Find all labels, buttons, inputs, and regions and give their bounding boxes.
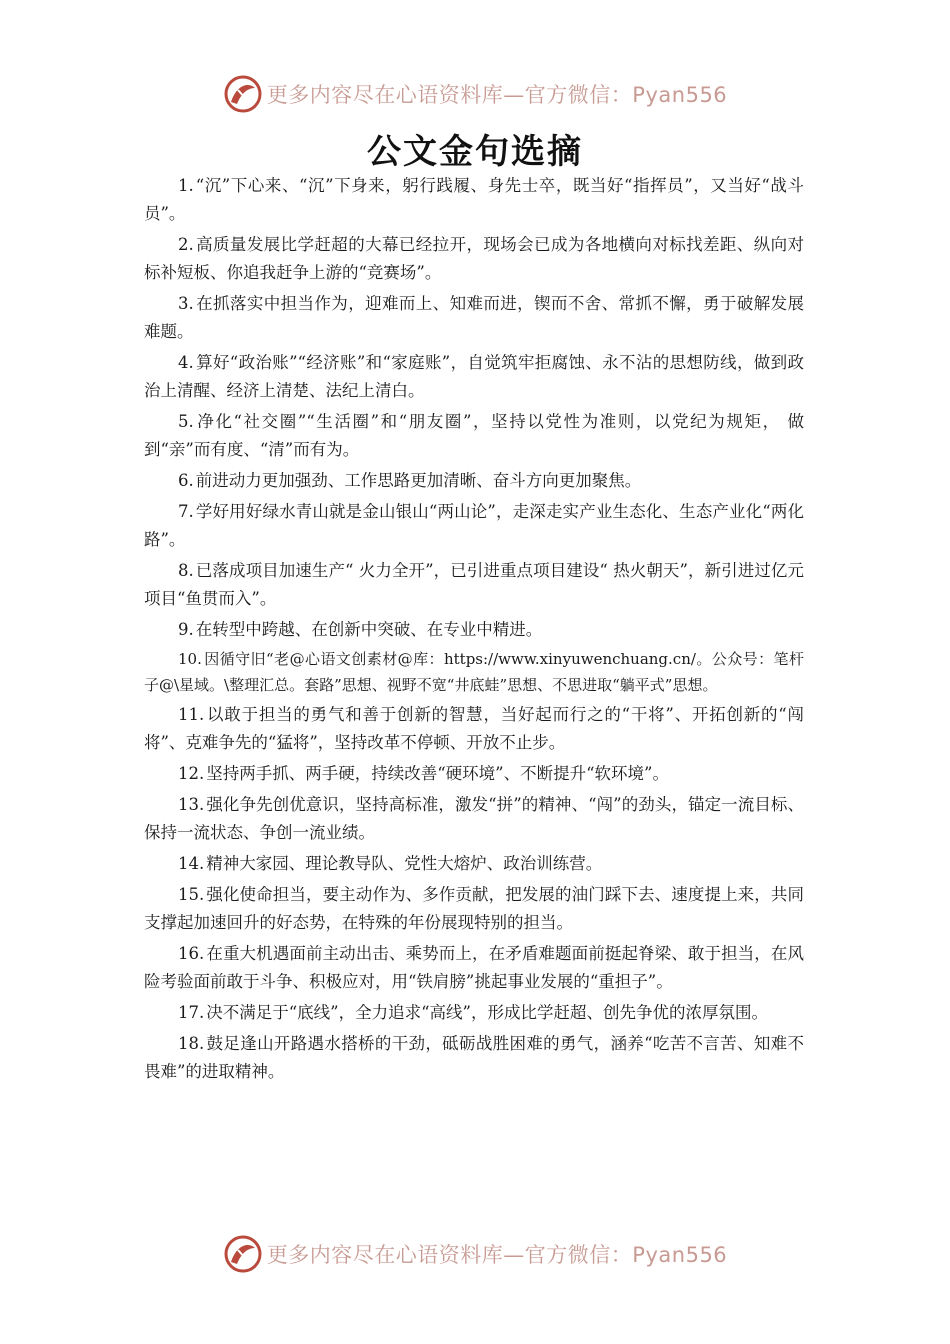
- item-text: 已落成项目加速生产“ 火力全开”，已引进重点项目建设“ 热火朝天”，新引进过亿元项目“鱼贯而入”。: [144, 561, 804, 608]
- list-item: [144, 557, 804, 613]
- list-item: [144, 940, 804, 996]
- item-text: 因循守旧“老@心语文创素材@库：https://www.xinyuwenchuang.cn/。公众号：笔杆子@\星域。\整理汇总。套路”思想、视野不宽“井底蛙”思想、不思进取“躺平式”思想。: [144, 650, 804, 694]
- item-number: 6.: [178, 471, 194, 490]
- quote-list: [144, 172, 804, 1089]
- list-item: [144, 1030, 804, 1086]
- item-number: 11.: [178, 705, 205, 724]
- list-item: [144, 647, 804, 698]
- item-number: 14.: [178, 854, 205, 873]
- list-item: [144, 850, 804, 878]
- item-number: 13.: [178, 795, 205, 814]
- item-text: 鼓足逢山开路遇水搭桥的干劲，砥砺战胜困难的勇气，涵养“吃苦不言苦、知难不畏难”的进取精神。: [144, 1034, 804, 1081]
- item-number: 9.: [178, 620, 194, 639]
- list-item: [144, 791, 804, 847]
- item-number: 7.: [178, 502, 194, 521]
- header-banner: [0, 72, 950, 116]
- list-item: [144, 498, 804, 554]
- item-number: 12.: [178, 764, 205, 783]
- list-item: [144, 999, 804, 1027]
- item-text: 高质量发展比学赶超的大幕已经拉开，现场会已成为各地横向对标找差距、纵向对标补短板、你追我赶争上游的“竞赛场”。: [144, 235, 804, 282]
- item-text: 决不满足于“底线”，全力追求“高线”，形成比学赶超、创先争优的浓厚氛围。: [206, 1003, 768, 1022]
- item-text: 学好用好绿水青山就是金山银山“两山论”，走深走实产业生态化、生态产业化“两化路”。: [144, 502, 804, 549]
- banner-text: 更多内容尽在心语资料库—官方微信：Pyan556: [266, 1243, 728, 1267]
- item-text: 强化使命担当，要主动作为、多作贡献，把发展的油门踩下去、速度提上来，共同支撑起加速回升的好态势，在特殊的年份展现特别的担当。: [144, 885, 804, 932]
- list-item: [144, 349, 804, 405]
- item-text: 在转型中跨越、在创新中突破、在专业中精进。: [195, 620, 543, 639]
- item-number: 15.: [178, 885, 205, 904]
- red-ribbon-logo-icon: [223, 1234, 263, 1274]
- list-item: [144, 408, 804, 464]
- item-text: 在抓落实中担当作为，迎难而上、知难而进，锲而不舍、常抓不懈，勇于破解发展难题。: [144, 294, 804, 341]
- list-item: [144, 701, 804, 757]
- item-text: “沉”下心来、“沉”下身来，躬行践履、身先士卒，既当好“指挥员”，又当好“战斗员”。: [144, 176, 804, 223]
- red-ribbon-logo-icon: [223, 74, 263, 114]
- list-item: [144, 881, 804, 937]
- list-item: [144, 231, 804, 287]
- list-item: [144, 760, 804, 788]
- item-text: 净化“社交圈”“生活圈”和“朋友圈”，坚持以党性为准则，以党纪为规矩， 做到“亲”而有度、“清”而有为。: [144, 412, 804, 459]
- item-text: 前进动力更加强劲、工作思路更加清晰、奋斗方向更加聚焦。: [195, 471, 642, 490]
- item-number: 8.: [178, 561, 194, 580]
- item-number: 1.: [178, 176, 194, 195]
- list-item: [144, 467, 804, 495]
- item-number: 4.: [178, 353, 194, 372]
- banner-text: 更多内容尽在心语资料库—官方微信：Pyan556: [266, 83, 728, 107]
- item-number: 16.: [178, 944, 205, 963]
- list-item: [144, 172, 804, 228]
- item-number: 3.: [178, 294, 194, 313]
- item-text: 以敢于担当的勇气和善于创新的智慧，当好起而行之的“干将”、开拓创新的“闯将”、克难争先的“猛将”，坚持改革不停顿、开放不止步。: [144, 705, 804, 752]
- list-item: [144, 290, 804, 346]
- item-text: 算好“政治账”“经济账”和“家庭账”，自觉筑牢拒腐蚀、永不沾的思想防线，做到政治上清醒、经济上清楚、法纪上清白。: [144, 353, 804, 400]
- item-number: 2.: [178, 235, 194, 254]
- item-number: 18.: [178, 1034, 205, 1053]
- item-text: 强化争先创优意识，坚持高标准，激发“拼”的精神、“闯”的劲头，锚定一流目标、保持一流状态、争创一流业绩。: [144, 795, 804, 842]
- item-text: 坚持两手抓、两手硬，持续改善“硬环境”、不断提升“软环境”。: [206, 764, 669, 783]
- item-text: 精神大家园、理论教导队、党性大熔炉、政治训练营。: [206, 854, 603, 873]
- page-title: 公文金句选摘: [367, 132, 583, 172]
- list-item: [144, 616, 804, 644]
- item-number: 10.: [178, 650, 202, 668]
- footer-banner: [0, 1232, 950, 1276]
- item-number: 5.: [178, 412, 194, 431]
- item-number: 17.: [178, 1003, 205, 1022]
- item-text: 在重大机遇面前主动出击、乘势而上，在矛盾难题面前挺起脊梁、敢于担当，在风险考验面前敢于斗争、积极应对，用“铁肩膀”挑起事业发展的“重担子”。: [144, 944, 804, 991]
